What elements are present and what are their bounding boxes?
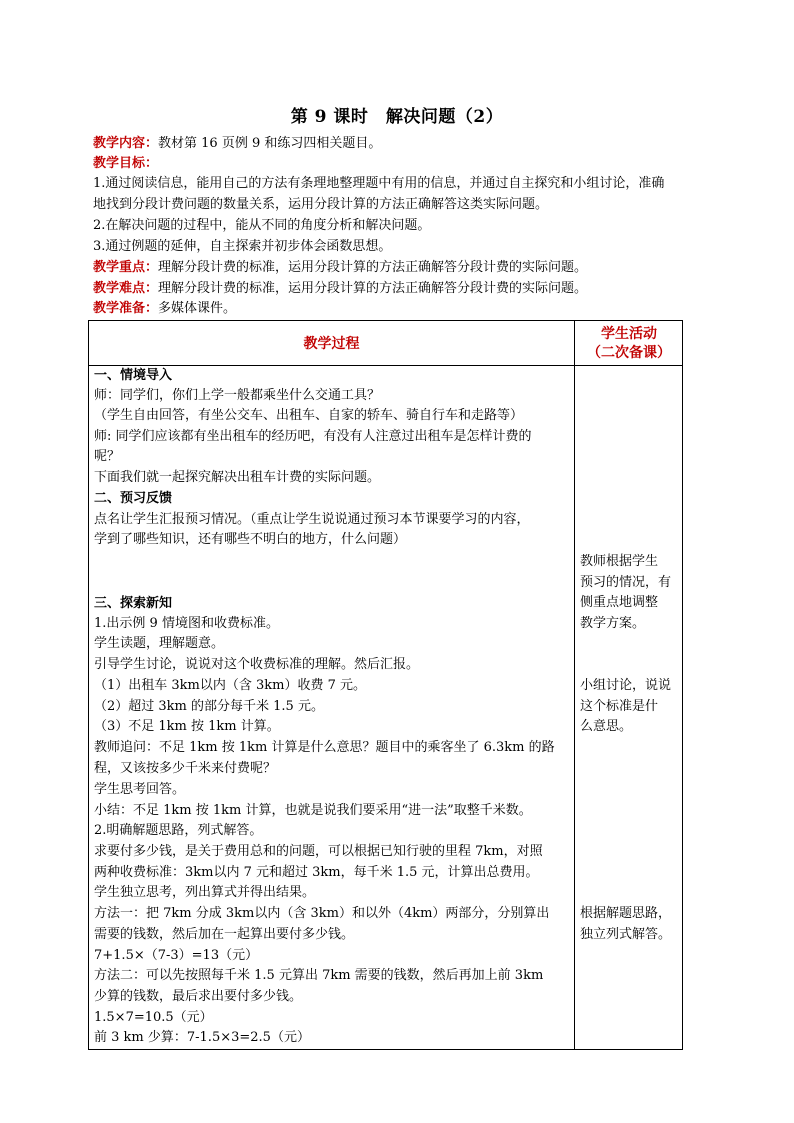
process-line: 少算的钱数，最后求出要付多少钱。 — [94, 989, 303, 1004]
side-note-line: 根据解题思路， — [580, 906, 672, 921]
side-note-discuss — [580, 676, 680, 738]
process-line: （3）不足 1km 按 1km 计算。 — [94, 719, 280, 734]
side-note-adjust — [580, 552, 680, 634]
process-line: 师: 同学们应该都有坐出租车的经历吧，有没有人注意过出租车是怎样计费的 — [94, 429, 532, 444]
goal-1-line-1: 1.通过阅读信息，能用自己的方法有条理地整理题中有用的信息，并通过自主探究和小组讨论，准确 — [93, 176, 665, 191]
activity-header-line-1: 学生活动 — [601, 326, 657, 342]
side-note-solve — [580, 904, 680, 945]
key-label: 教学重点： — [93, 260, 159, 275]
prep-label: 教学准备： — [93, 301, 159, 316]
process-line: 需要的钱数，然后加在一起算出要付多少钱。 — [94, 927, 355, 942]
side-note-line: 教学方案。 — [580, 615, 646, 631]
activity-header — [575, 325, 683, 363]
content-label: 教学内容： — [93, 136, 159, 151]
process-line: 学生读题，理解题意。 — [94, 636, 225, 651]
section-explore: 三、探索新知 — [94, 596, 173, 611]
process-line: 程，又该按多少千米来付费呢？ — [94, 761, 277, 776]
side-note-line: 么意思。 — [580, 719, 633, 735]
process-line: 学生独立思考，列出算式并得出结果。 — [94, 885, 316, 900]
process-line: 师：同学们，你们上学一般都乘坐什么交通工具？ — [94, 388, 381, 403]
process-line: 前 3 km 少算：7-1.5×3=2.5（元） — [94, 1030, 310, 1045]
goal-1-line-2: 地找到分段计费问题的数量关系，运用分段计算的方法正确解答这类实际问题。 — [93, 197, 549, 212]
process-line: 方法二：可以先按照每千米 1.5 元算出 7km 需要的钱数，然后再加上前 3km — [94, 968, 544, 983]
prep-text: 多媒体课件。 — [158, 301, 237, 316]
difficult-text: 理解分段计费的标准，运用分段计算的方法正确解答分段计费的实际问题。 — [158, 281, 588, 296]
process-line: 两种收费标准：3km以内 7 元和超过 3km，每千米 1.5 元，计算出总费用。 — [94, 865, 539, 880]
process-line: 引导学生讨论，说说对这个收费标准的理解。然后汇报。 — [94, 657, 420, 672]
process-line: 学到了哪些知识，还有哪些不明白的地方，什么问题） — [94, 532, 407, 547]
side-note-line: 小组讨论，说说 — [580, 678, 672, 693]
process-line: 教师追问：不足 1km 按 1km 计算是什么意思？题目中的乘客坐了 6.3km 的路 — [94, 740, 555, 755]
section-preview: 二、预习反馈 — [94, 491, 173, 506]
lesson-title: 第 9 课时 解决问题（2） — [290, 107, 504, 127]
key-text: 理解分段计费的标准，运用分段计算的方法正确解答分段计费的实际问题。 — [158, 260, 588, 275]
process-line: 呢？ — [94, 449, 121, 464]
process-line: （2）超过 3km 的部分每千米 1.5 元。 — [94, 699, 324, 714]
column-divider — [574, 321, 575, 1049]
process-line: 1.5×7=10.5（元） — [94, 1010, 213, 1025]
activity-header-line-2: （二次备课） — [587, 345, 671, 361]
content-text: 教材第 16 页例 9 和练习四相关题目。 — [158, 136, 382, 151]
process-line: 方法一：把 7km 分成 3km以内（含 3km）和以外（4km）两部分，分别算出 — [94, 906, 550, 921]
side-note-line: 侧重点地调整 — [580, 595, 659, 611]
side-note-line: 教师根据学生 — [580, 554, 659, 569]
goals-label: 教学目标： — [93, 156, 159, 171]
difficult-label: 教学难点： — [93, 281, 159, 296]
section-intro: 一、情境导入 — [94, 368, 173, 383]
process-line: 学生思考回答。 — [94, 782, 186, 797]
goal-3: 3.通过例题的延伸，自主探索并初步体会函数思想。 — [93, 239, 392, 254]
goals-row — [93, 154, 713, 174]
side-note-line: 这个标准是什 — [580, 698, 659, 714]
process-line: 7+1.5×（7-3）=13（元） — [94, 948, 259, 963]
process-line: 小结：不足 1km 按 1km 计算，也就是说我们要采用“进一法”取整千米数。 — [94, 803, 532, 818]
key-row — [93, 258, 713, 278]
process-line: 求要付多少钱，是关于费用总和的问题，可以根据已知行驶的里程 7km，对照 — [94, 844, 543, 859]
process-line: 点名让学生汇报预习情况。（重点让学生说说通过预习本节课要学习的内容， — [94, 512, 530, 527]
side-note-line: 独立列式解答。 — [580, 926, 672, 942]
process-line: 2.明确解题思路，列式解答。 — [94, 823, 263, 838]
content-row — [93, 134, 713, 154]
prep-row — [93, 299, 713, 319]
side-note-line: 预习的情况，有 — [580, 574, 672, 590]
process-line: 下面我们就一起探究解决出租车计费的实际问题。 — [94, 470, 381, 485]
process-line: （1）出租车 3km以内（含 3km）收费 7 元。 — [94, 678, 367, 693]
lesson-table — [88, 320, 683, 1050]
process-header: 教学过程 — [303, 336, 360, 352]
process-line: （学生自由回答，有坐公交车、出租车、自家的轿车、骑自行车和走路等） — [94, 408, 524, 423]
goal-2: 2.在解决问题的过程中，能从不同的角度分析和解决问题。 — [93, 218, 431, 233]
difficult-row — [93, 279, 713, 299]
header-divider — [89, 365, 682, 366]
process-line: 1.出示例 9 情境图和收费标准。 — [94, 616, 279, 631]
